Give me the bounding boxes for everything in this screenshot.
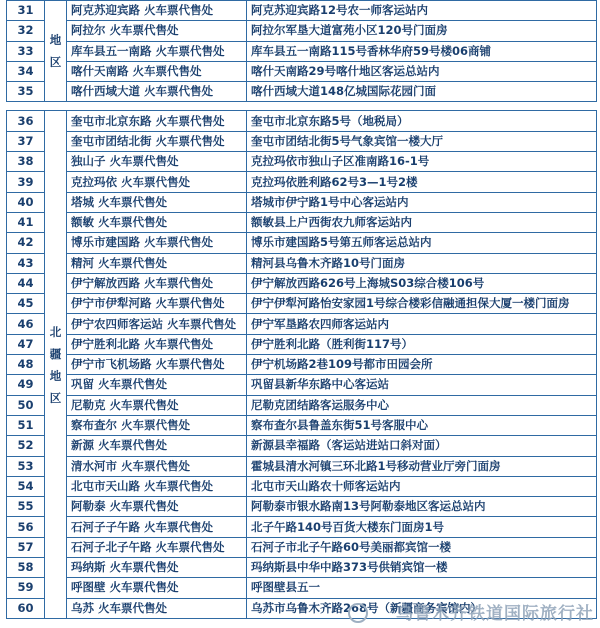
region-cell (45, 1, 67, 102)
agency-name: 精河 火车票代售处 (67, 253, 247, 273)
table-row (7, 558, 597, 578)
agency-name: 巩留 火车票代售处 (67, 375, 247, 395)
agency-address: 霍城县清水河镇三环北路1号移动营业厅旁门面房 (247, 456, 597, 476)
agency-address: 库车县五一南路115号香林华府59号楼06商铺 (247, 41, 597, 61)
agency-name: 北屯市天山路 火车票代售处 (67, 476, 247, 496)
row-number: 38 (7, 152, 45, 172)
agency-address: 北子午路140号百货大楼东门面房1号 (247, 517, 597, 537)
row-number: 48 (7, 355, 45, 375)
row-number: 34 (7, 61, 45, 81)
row-number: 49 (7, 375, 45, 395)
row-number: 41 (7, 212, 45, 232)
row-number: 57 (7, 537, 45, 557)
agency-name: 乌苏 火车票代售处 (67, 598, 247, 618)
row-number: 50 (7, 395, 45, 415)
agency-name: 阿勒泰 火车票代售处 (67, 497, 247, 517)
table-row (7, 314, 597, 334)
table-row (7, 537, 597, 557)
agency-address: 喀什天南路29号喀什地区客运总站内 (247, 61, 597, 81)
table-row (7, 212, 597, 232)
row-number: 60 (7, 598, 45, 618)
table-row (7, 578, 597, 598)
agency-address: 阿克苏迎宾路12号农一师客运站内 (247, 1, 597, 21)
table-row (7, 41, 597, 61)
agency-name: 尼勒克 火车票代售处 (67, 395, 247, 415)
agency-name: 克拉玛依 火车票代售处 (67, 172, 247, 192)
agency-address: 伊宁机场路2巷109号都市田园会所 (247, 355, 597, 375)
table-row (7, 131, 597, 151)
agency-name: 石河子北子午路 火车票代售处 (67, 537, 247, 557)
agency-address: 博乐市建国路5号第五师客运总站内 (247, 233, 597, 253)
agency-name: 奎屯市北京东路 火车票代售处 (67, 111, 247, 131)
row-number: 33 (7, 41, 45, 61)
agency-address: 伊宁胜利北路（胜利街117号） (247, 334, 597, 354)
row-number: 54 (7, 476, 45, 496)
row-number: 47 (7, 334, 45, 354)
table-row (7, 61, 597, 81)
agency-address: 呼图壁县五一 (247, 578, 597, 598)
table-row (7, 233, 597, 253)
agency-address: 察布查尔县鲁盖东街51号客服中心 (247, 415, 597, 435)
agency-name: 博乐市建国路 火车票代售处 (67, 233, 247, 253)
agency-name: 察布查尔 火车票代售处 (67, 415, 247, 435)
row-number: 35 (7, 82, 45, 102)
agency-name: 塔城 火车票代售处 (67, 192, 247, 212)
table-row (7, 82, 597, 102)
agency-address: 新源县幸福路（客运站进站口斜对面） (247, 436, 597, 456)
agency-name: 额敏 火车票代售处 (67, 212, 247, 232)
row-number: 45 (7, 294, 45, 314)
agency-name: 伊宁市飞机场路 火车票代售处 (67, 355, 247, 375)
table-row (7, 415, 597, 435)
region-char: 地 (49, 368, 62, 383)
region-char: 疆 (49, 346, 62, 361)
agency-name: 新源 火车票代售处 (67, 436, 247, 456)
region-char: 区 (49, 390, 62, 405)
row-number: 43 (7, 253, 45, 273)
agency-name: 库车县五一南路 火车票代售处 (67, 41, 247, 61)
group-spacer (7, 102, 597, 111)
agency-name: 阿拉尔 火车票代售处 (67, 21, 247, 41)
row-number: 52 (7, 436, 45, 456)
agency-address: 精河县乌鲁木齐路10号门面房 (247, 253, 597, 273)
row-number: 44 (7, 273, 45, 293)
table-row (7, 111, 597, 131)
agency-address: 奎屯市北京东路5号（地税局） (247, 111, 597, 131)
table-row (7, 436, 597, 456)
agency-name: 伊宁市伊犁河路 火车票代售处 (67, 294, 247, 314)
agency-address: 克拉玛依胜利路62号3—1号2楼 (247, 172, 597, 192)
watermark-logo-icon (348, 603, 368, 623)
watermark-text: 乌鲁木齐铁道国际旅行社 (396, 604, 594, 624)
table-row (7, 253, 597, 273)
table-row (7, 497, 597, 517)
table-row (7, 1, 597, 21)
row-number: 42 (7, 233, 45, 253)
row-number: 36 (7, 111, 45, 131)
region-char: 地 (49, 33, 62, 48)
agency-address: 玛纳斯县中华中路373号供销宾馆一楼 (247, 558, 597, 578)
row-number: 53 (7, 456, 45, 476)
agency-address: 阿勒泰市银水路南13号阿勒泰地区客运总站内 (247, 497, 597, 517)
agency-name: 伊宁解放西路 火车票代售处 (67, 273, 247, 293)
row-number: 37 (7, 131, 45, 151)
agency-address: 奎屯市团结北街5号气象宾馆一楼大厅 (247, 131, 597, 151)
agency-address: 伊宁伊犁河路怡安家园1号综合楼彩信融通担保大厦一楼门面房 (247, 294, 597, 314)
table-row (7, 517, 597, 537)
row-number: 39 (7, 172, 45, 192)
agency-address: 北屯市天山路农十师客运站内 (247, 476, 597, 496)
table-row (7, 395, 597, 415)
table-row (7, 273, 597, 293)
agency-name: 玛纳斯 火车票代售处 (67, 558, 247, 578)
agency-address: 塔城市伊宁路1号中心客运站内 (247, 192, 597, 212)
table-row (7, 476, 597, 496)
agency-address: 克拉玛依市独山子区准南路16-1号 (247, 152, 597, 172)
table-row (7, 172, 597, 192)
region-char: 北 (49, 324, 62, 339)
table-row (7, 152, 597, 172)
agency-address: 伊宁解放西路626号上海城S03综合楼106号 (247, 273, 597, 293)
agency-address: 巩留县新华东路中心客运站 (247, 375, 597, 395)
agency-address: 乌苏市乌鲁木齐路268号（新疆商务宾馆内） (247, 598, 597, 618)
table-row (7, 294, 597, 314)
table-row (7, 355, 597, 375)
agency-name: 石河子子午路 火车票代售处 (67, 517, 247, 537)
row-number: 56 (7, 517, 45, 537)
agency-name: 喀什西域大道 火车票代售处 (67, 82, 247, 102)
agency-address: 石河子市北子午路60号美丽都宾馆一楼 (247, 537, 597, 557)
table-row (7, 21, 597, 41)
row-number: 46 (7, 314, 45, 334)
agency-address: 阿拉尔军垦大道富苑小区120号门面房 (247, 21, 597, 41)
region-cell (45, 111, 67, 618)
table-row (7, 192, 597, 212)
row-number: 40 (7, 192, 45, 212)
agency-name: 阿克苏迎宾路 火车票代售处 (67, 1, 247, 21)
region-char: 区 (49, 55, 62, 70)
row-number: 31 (7, 1, 45, 21)
row-number: 58 (7, 558, 45, 578)
agency-name: 伊宁胜利北路 火车票代售处 (67, 334, 247, 354)
table-row (7, 334, 597, 354)
agency-name: 喀什天南路 火车票代售处 (67, 61, 247, 81)
row-number: 51 (7, 415, 45, 435)
row-number: 32 (7, 21, 45, 41)
agency-address: 伊宁军垦路农四师客运站内 (247, 314, 597, 334)
agency-name: 独山子 火车票代售处 (67, 152, 247, 172)
agency-address: 额敏县上户西街农九师客运站内 (247, 212, 597, 232)
agency-name: 呼图壁 火车票代售处 (67, 578, 247, 598)
agency-address: 尼勒克团结路客运服务中心 (247, 395, 597, 415)
agency-name: 奎屯市团结北街 火车票代售处 (67, 131, 247, 151)
row-number: 59 (7, 578, 45, 598)
table-row (7, 375, 597, 395)
table-row (7, 456, 597, 476)
agency-name: 清水河市 火车票代售处 (67, 456, 247, 476)
agency-address: 喀什西域大道148亿城国际花园门面 (247, 82, 597, 102)
ticket-agency-table (6, 0, 597, 619)
row-number: 55 (7, 497, 45, 517)
agency-name: 伊宁农四师客运站 火车票代售处 (67, 314, 247, 334)
